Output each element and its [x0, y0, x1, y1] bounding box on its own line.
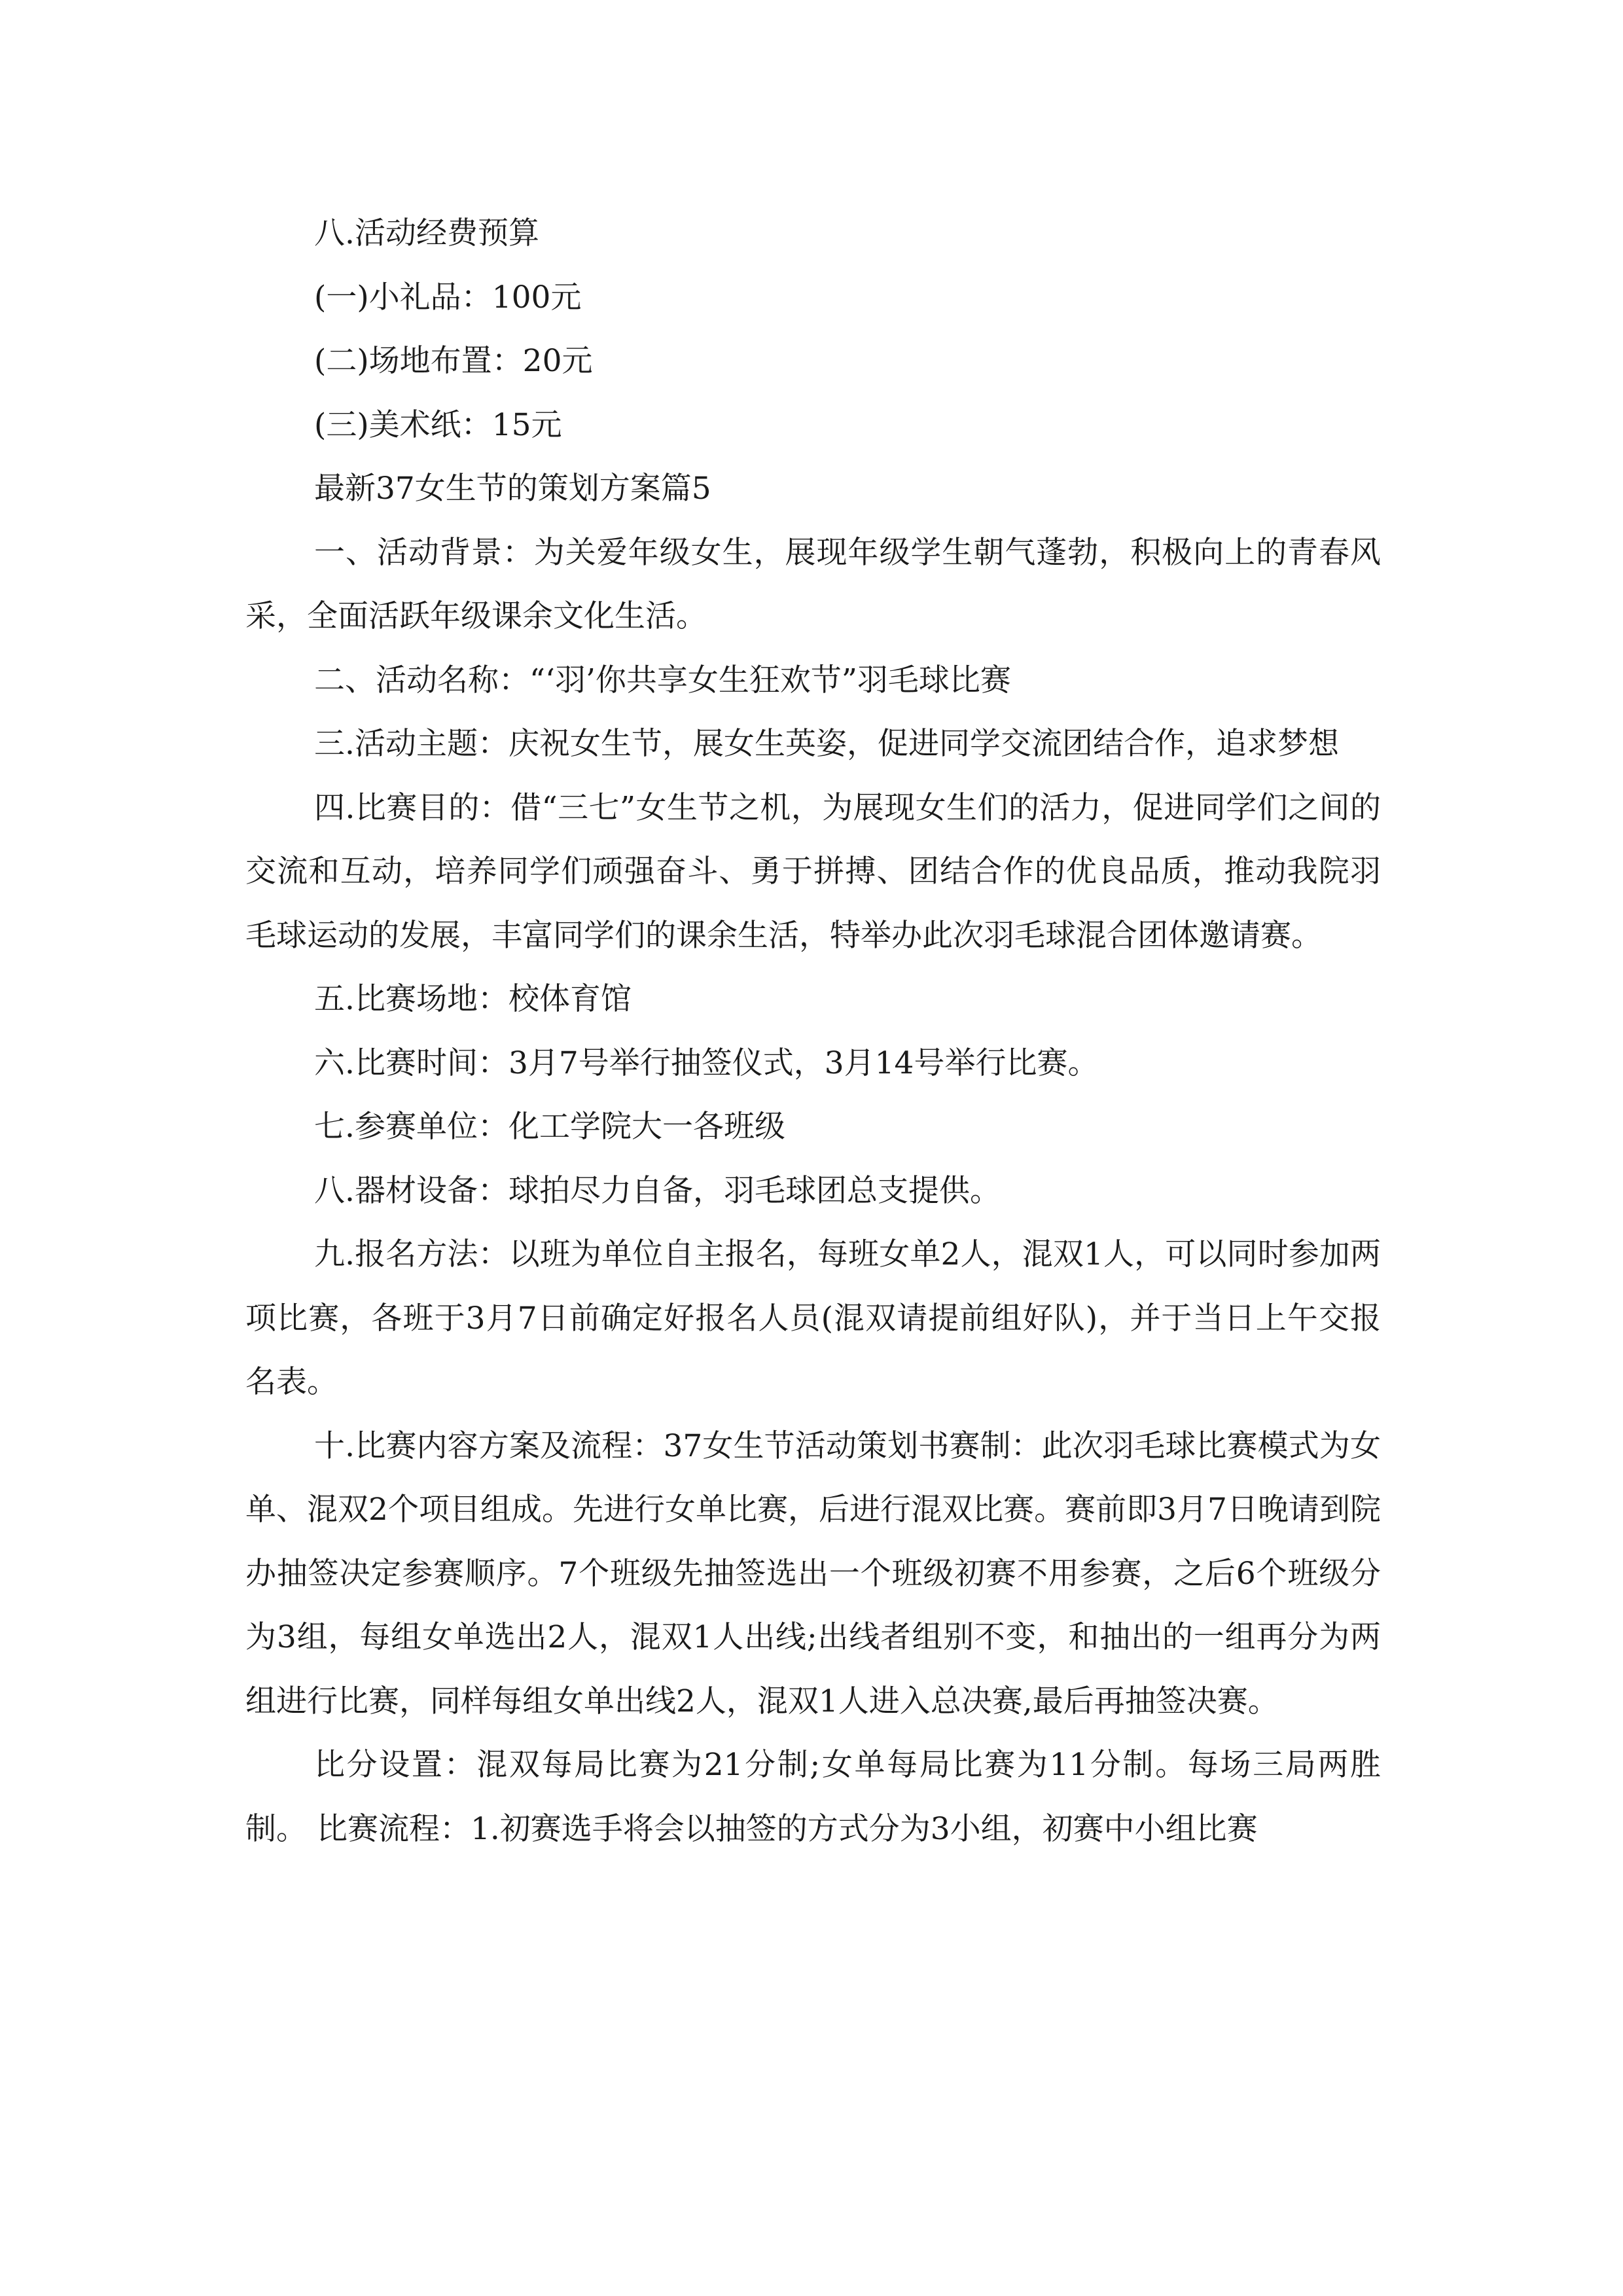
paragraph-scoring: 比分设置：混双每局比赛为21分制;女单每局比赛为11分制。每场三局两胜制。 比赛流程：1.初赛选手将会以抽签的方式分为3小组，初赛中小组比赛 [245, 1747, 1381, 1847]
paragraph-activity-name: 二、活动名称：“‘羽’你共享女生狂欢节”羽毛球比赛 [314, 662, 1011, 698]
paragraph-equipment: 八.器材设备：球拍尽力自备，羽毛球团总支提供。 [314, 1172, 1001, 1209]
paragraph-purpose: 四.比赛目的：借“三七”女生节之机，为展现女生们的活力，促进同学们之间的交流和互动，培养同学们顽强奋斗、勇于拼搏、团结合作的优良品质，推动我院羽毛球运动的发展，丰富同学们的课余生活，特举办此次羽毛球混合团体邀请赛。 [245, 789, 1381, 954]
document-body [245, 202, 1381, 1861]
paragraph-time: 六.比赛时间：3月7号举行抽签仪式，3月14号举行比赛。 [314, 1045, 1099, 1081]
budget-item-paper: (三)美术纸：15元 [314, 406, 562, 443]
paragraph-format: 十.比赛内容方案及流程：37女生节活动策划书赛制：此次羽毛球比赛模式为女单、混双2个项目组成。先进行女单比赛，后进行混双比赛。赛前即3月7日晚请到院办抽签决定参赛顺序。7个班级先抽签选出一个班级初赛不用参赛，之后6个班级分为3组，每组女单选出2人，混双1人出线;出线者组别不变，和抽出的一组再分为两组进行比赛，同样每组女单出线2人，混双1人进入总决赛,最后再抽签决赛。 [245, 1427, 1381, 1719]
paragraph-theme: 三.活动主题：庆祝女生节，展女生英姿，促进同学交流团结合作，追求梦想 [314, 726, 1339, 762]
paragraph-participants: 七.参赛单位：化工学院大一各班级 [314, 1109, 785, 1145]
budget-item-venue: (二)场地布置：20元 [314, 343, 593, 379]
section-heading-budget: 八.活动经费预算 [314, 215, 539, 251]
plan-title: 最新37女生节的策划方案篇5 [314, 471, 711, 507]
paragraph-registration: 九.报名方法：以班为单位自主报名，每班女单2人，混双1人，可以同时参加两项比赛，各班于3月7日前确定好报名人员(混双请提前组好队)，并于当日上午交报名表。 [245, 1236, 1381, 1400]
paragraph-background: 一、活动背景：为关爱年级女生，展现年级学生朝气蓬勃，积极向上的青春风采，全面活跃年级课余文化生活。 [245, 534, 1381, 634]
paragraph-venue: 五.比赛场地：校体育馆 [314, 981, 632, 1017]
budget-item-gifts: (一)小礼品：100元 [314, 279, 582, 315]
